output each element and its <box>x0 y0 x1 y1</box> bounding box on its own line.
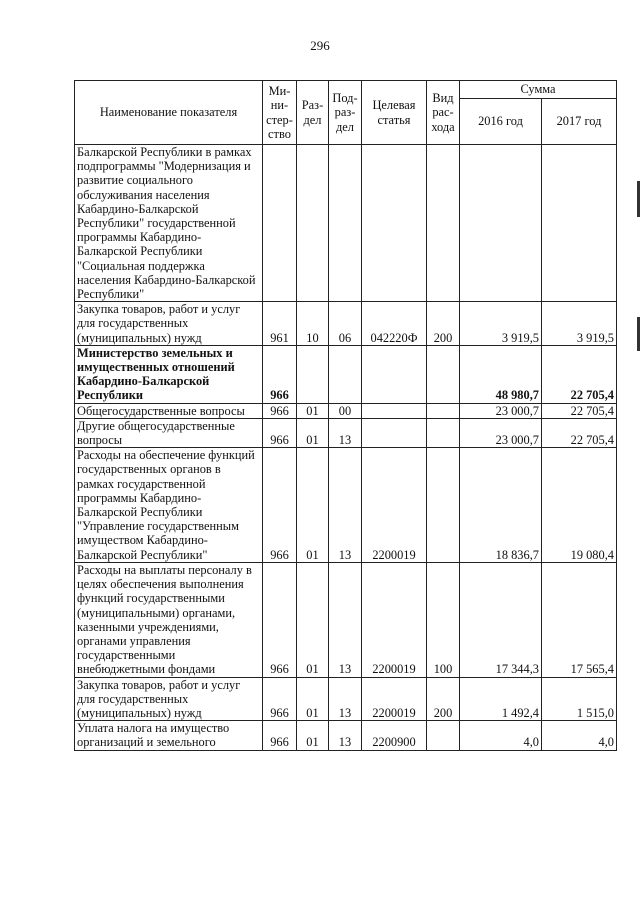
cell-subsection <box>329 145 362 302</box>
cell-target <box>362 145 427 302</box>
cell-2017: 22 705,4 <box>542 345 617 403</box>
cell-expense-type <box>427 145 460 302</box>
page-number: 296 <box>310 38 330 53</box>
cell-name: Общегосударственные вопросы <box>75 403 263 418</box>
cell-expense-type <box>427 345 460 403</box>
header-name: Наименование показателя <box>75 81 263 145</box>
table-body <box>75 145 617 751</box>
cell-target <box>362 418 427 447</box>
table-row <box>75 418 617 447</box>
cell-ministry: 966 <box>263 345 297 403</box>
cell-name: Закупка товаров, работ и услуг для государственных (муниципальных) нужд <box>75 677 263 721</box>
cell-name: Расходы на выплаты персоналу в целях обеспечения выполнения функций государственными (муниципальными) органами, казенными учреждениями, органами управления государственными внебюджетными фондами <box>75 562 263 677</box>
table-row <box>75 403 617 418</box>
cell-expense-type: 200 <box>427 677 460 721</box>
cell-expense-type: 200 <box>427 302 460 346</box>
table-row <box>75 345 617 403</box>
cell-name: Уплата налога на имущество организаций и земельного <box>75 721 263 750</box>
cell-section: 10 <box>297 302 329 346</box>
cell-expense-type <box>427 403 460 418</box>
cell-2016: 23 000,7 <box>460 418 542 447</box>
cell-name: Балкарской Республики в рамках подпрограммы "Модернизация и развитие социального обслуживания населения Кабардино-Балкарской Республики" государственной программы Кабардино-Балкарской Республики "Социальная поддержка населения Кабардино-Балкарской Республики" <box>75 145 263 302</box>
cell-section: 01 <box>297 403 329 418</box>
cell-name: Министерство земельных и имущественных отношений Кабардино-Балкарской Республики <box>75 345 263 403</box>
table-row <box>75 448 617 563</box>
cell-2017 <box>542 145 617 302</box>
cell-subsection: 00 <box>329 403 362 418</box>
cell-2016: 18 836,7 <box>460 448 542 563</box>
cell-2016: 3 919,5 <box>460 302 542 346</box>
cell-2016 <box>460 145 542 302</box>
cell-section: 01 <box>297 721 329 750</box>
header-subsection: Под-раз-дел <box>329 81 362 145</box>
cell-subsection: 13 <box>329 721 362 750</box>
cell-name: Расходы на обеспечение функций государственных органов в рамках государственной программы Кабардино-Балкарской Республики "Управление государственным имуществом Кабардино-Балкарской Республики" <box>75 448 263 563</box>
cell-subsection: 13 <box>329 448 362 563</box>
cell-expense-type <box>427 448 460 563</box>
cell-target <box>362 345 427 403</box>
table-row <box>75 721 617 750</box>
cell-expense-type: 100 <box>427 562 460 677</box>
header-2016: 2016 год <box>460 99 542 145</box>
cell-section: 01 <box>297 562 329 677</box>
cell-ministry: 966 <box>263 448 297 563</box>
header-target: Целевая статья <box>362 81 427 145</box>
header-row <box>75 81 617 99</box>
cell-target: 2200019 <box>362 562 427 677</box>
cell-section <box>297 345 329 403</box>
budget-table <box>74 80 617 751</box>
cell-target: 2200900 <box>362 721 427 750</box>
cell-2017: 3 919,5 <box>542 302 617 346</box>
cell-target <box>362 403 427 418</box>
cell-subsection <box>329 345 362 403</box>
header-ministry: Ми-ни-стер-ство <box>263 81 297 145</box>
cell-2016: 17 344,3 <box>460 562 542 677</box>
cell-name: Другие общегосударственные вопросы <box>75 418 263 447</box>
cell-expense-type <box>427 418 460 447</box>
cell-subsection: 13 <box>329 562 362 677</box>
cell-section: 01 <box>297 677 329 721</box>
header-2017: 2017 год <box>542 99 617 145</box>
cell-ministry: 966 <box>263 721 297 750</box>
cell-ministry: 966 <box>263 418 297 447</box>
cell-expense-type <box>427 721 460 750</box>
table-row <box>75 145 617 302</box>
cell-ministry: 966 <box>263 562 297 677</box>
cell-section: 01 <box>297 418 329 447</box>
table-row <box>75 677 617 721</box>
cell-2016: 23 000,7 <box>460 403 542 418</box>
cell-target: 042220Ф <box>362 302 427 346</box>
header-sum: Сумма <box>460 81 617 99</box>
cell-2017: 4,0 <box>542 721 617 750</box>
cell-name: Закупка товаров, работ и услуг для государственных (муниципальных) нужд <box>75 302 263 346</box>
cell-2016: 1 492,4 <box>460 677 542 721</box>
header-section: Раз-дел <box>297 81 329 145</box>
cell-ministry: 961 <box>263 302 297 346</box>
cell-target: 2200019 <box>362 677 427 721</box>
cell-2017: 22 705,4 <box>542 418 617 447</box>
cell-2016: 48 980,7 <box>460 345 542 403</box>
cell-2016: 4,0 <box>460 721 542 750</box>
cell-2017: 17 565,4 <box>542 562 617 677</box>
cell-ministry <box>263 145 297 302</box>
header-expense-type: Вид рас-хода <box>427 81 460 145</box>
cell-ministry: 966 <box>263 403 297 418</box>
table-row <box>75 302 617 346</box>
table-row <box>75 562 617 677</box>
cell-target: 2200019 <box>362 448 427 563</box>
cell-2017: 1 515,0 <box>542 677 617 721</box>
cell-subsection: 13 <box>329 677 362 721</box>
cell-ministry: 966 <box>263 677 297 721</box>
cell-2017: 19 080,4 <box>542 448 617 563</box>
cell-section <box>297 145 329 302</box>
cell-subsection: 13 <box>329 418 362 447</box>
cell-2017: 22 705,4 <box>542 403 617 418</box>
cell-section: 01 <box>297 448 329 563</box>
cell-subsection: 06 <box>329 302 362 346</box>
